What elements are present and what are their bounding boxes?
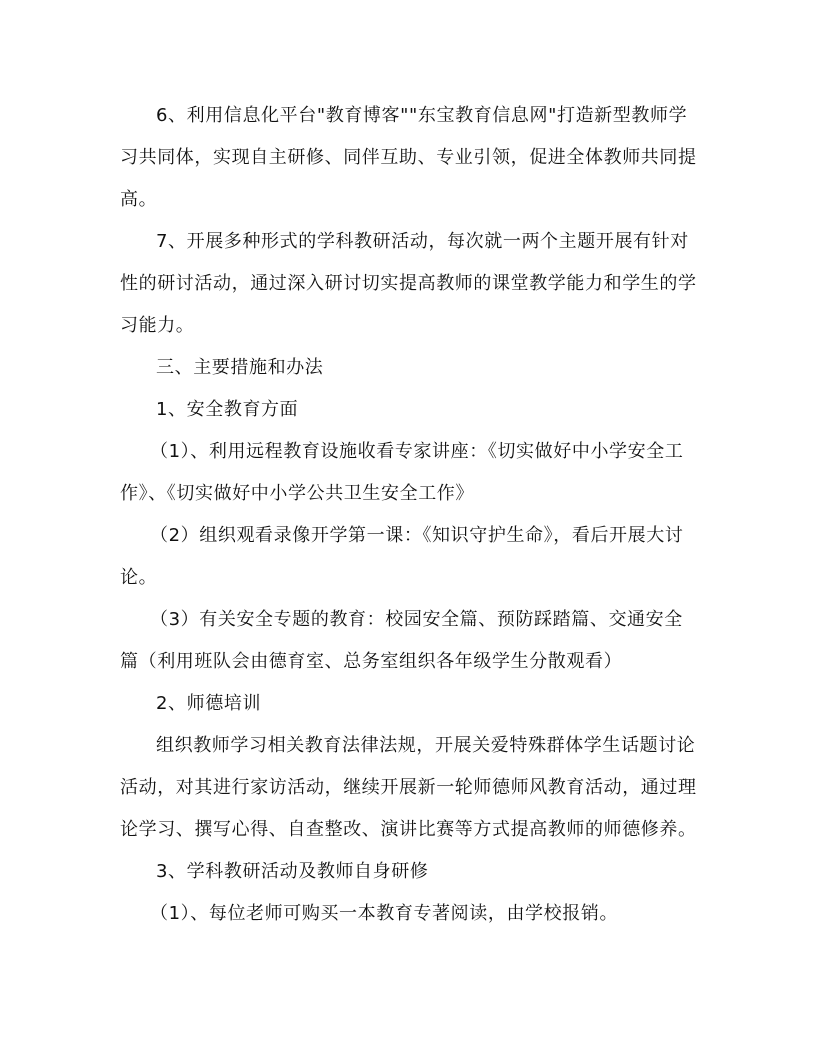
paragraph-7-line-2: 性的研讨活动，通过深入研讨切实提高教师的课堂教学能力和学生的学 [120, 273, 697, 294]
ethics-paragraph-line-2: 活动，对其进行家访活动，继续开展新一轮师德师风教育活动，通过理 [120, 777, 697, 798]
safety-item-2-line-2: 论。 [120, 567, 158, 588]
safety-item-2-line-1: （2）组织观看录像开学第一课：《知识守护生命》，看后开展大讨 [150, 525, 684, 546]
paragraph-7-line-1: 7、开展多种形式的学科教研活动，每次就一两个主题开展有针对 [156, 231, 689, 252]
research-item-1: （1）、每位老师可购买一本教育专著阅读，由学校报销。 [150, 903, 619, 924]
paragraph-6-line-3: 高。 [120, 189, 158, 210]
safety-item-1-line-2: 作》、《切实做好中小学公共卫生安全工作》 [120, 483, 474, 504]
subheading-safety-education: 1、安全教育方面 [156, 399, 299, 420]
paragraph-7-line-3: 习能力。 [120, 315, 195, 336]
safety-item-1-line-1: （1）、利用远程教育设施收看专家讲座：《切实做好中小学安全工 [150, 441, 684, 462]
safety-item-3-line-1: （3）有关安全专题的教育：校园安全篇、预防踩踏篇、交通安全 [150, 609, 683, 630]
subheading-teaching-research: 3、学科教研活动及教师自身研修 [156, 861, 429, 882]
section-heading-3: 三、主要措施和办法 [156, 357, 324, 378]
ethics-paragraph-line-1: 组织教师学习相关教育法律法规，开展关爱特殊群体学生话题讨论 [156, 735, 696, 756]
paragraph-6-line-1: 6、利用信息化平台"教育博客""东宝教育信息网"打造新型教师学 [156, 105, 688, 126]
paragraph-6-line-2: 习共同体，实现自主研修、同伴互助、专业引领，促进全体教师共同提 [120, 147, 697, 168]
subheading-teacher-ethics: 2、师德培训 [156, 693, 262, 714]
ethics-paragraph-line-3: 论学习、撰写心得、自查整改、演讲比赛等方式提高教师的师德修养。 [120, 819, 697, 840]
safety-item-3-line-2: 篇（利用班队会由德育室、总务室组织各年级学生分散观看） [120, 651, 623, 672]
